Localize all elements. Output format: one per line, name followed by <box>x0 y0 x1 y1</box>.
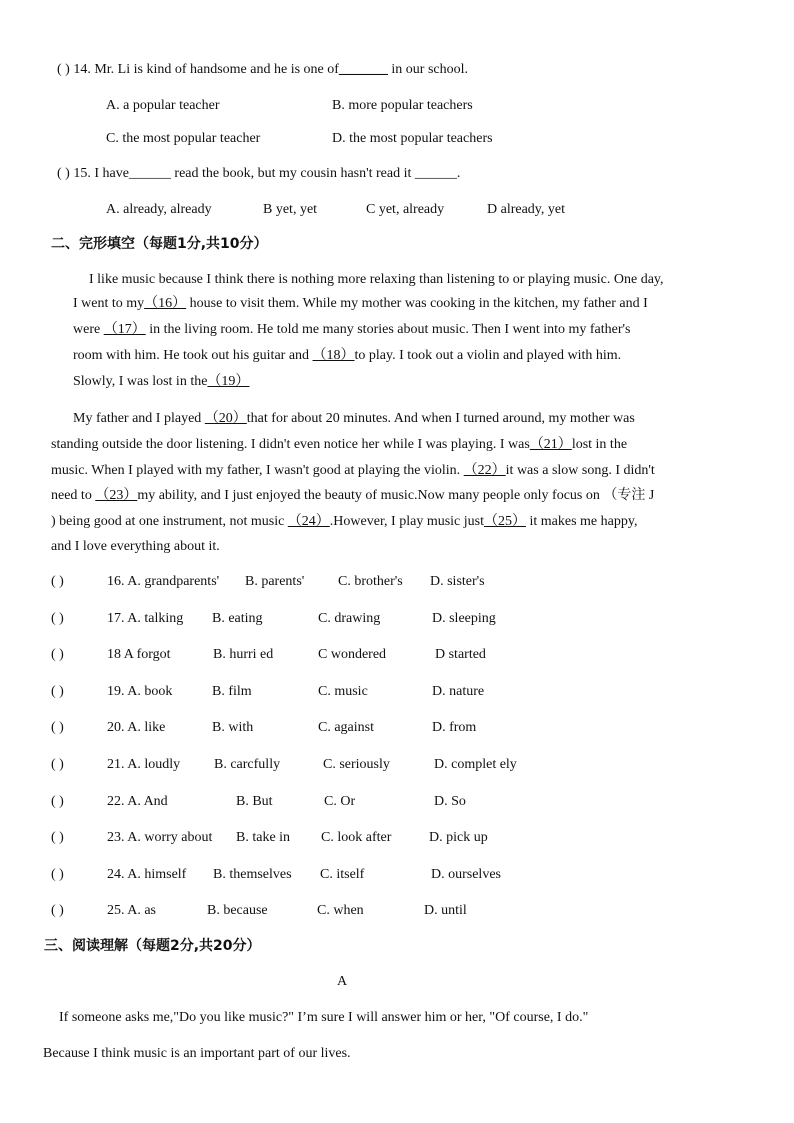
q15-option-d: D already, yet <box>487 202 565 217</box>
question-option-c: C. when <box>317 903 364 918</box>
question-option-d: D. ourselves <box>431 867 501 882</box>
answer-paren[interactable]: ( ) <box>51 647 64 662</box>
answer-paren[interactable]: ( ) <box>51 757 64 772</box>
answer-paren[interactable]: ( ) <box>51 867 64 882</box>
question-option-a: 22. A. And <box>107 794 168 809</box>
question-option-d: D. So <box>434 794 466 809</box>
q14-option-b: B. more popular teachers <box>332 98 473 113</box>
reading-line-1: If someone asks me,"Do you like music?" I’m sure I will answer him or her, "Of course, I do." <box>59 1010 589 1025</box>
question-option-a: 19. A. book <box>107 684 173 699</box>
q15-option-c: C yet, already <box>366 202 445 217</box>
passage1-line-2: I went to my（16） house to visit them. While my mother was cooking in the kitchen, my father and I <box>73 296 648 311</box>
q14-stem-end: in our school. <box>387 62 469 77</box>
q15-stem: 15. I have______ read the book, but my cousin hasn't read it ______. <box>73 166 461 181</box>
question-option-b: B. take in <box>236 830 291 845</box>
question-option-d: D. nature <box>432 684 485 699</box>
question-option-c: C. seriously <box>323 757 390 772</box>
answer-paren[interactable]: ( ) <box>51 574 64 589</box>
blank-23: （23） <box>95 488 138 503</box>
question-option-d: D. complet ely <box>434 757 517 772</box>
answer-paren[interactable]: ( ) <box>57 62 70 77</box>
answer-paren[interactable]: ( ) <box>51 720 64 735</box>
answer-paren[interactable]: ( ) <box>57 166 70 181</box>
q14-stem: 14. Mr. Li is kind of handsome and he is one of <box>73 62 339 77</box>
question-option-b: B. because <box>207 903 268 918</box>
passage1-line-5: Slowly, I was lost in the（19） <box>73 374 250 389</box>
blank-19: （19） <box>207 374 250 389</box>
blank-20: （20） <box>204 411 247 426</box>
reading-line-2: Because I think music is an important part of our lives. <box>43 1046 351 1061</box>
q15-option-a: A. already, already <box>106 202 212 217</box>
question-option-b: B. But <box>236 794 273 809</box>
question-option-c: C. drawing <box>318 611 381 626</box>
question-option-d: D. pick up <box>429 830 488 845</box>
question-option-d: D started <box>435 647 486 662</box>
question-option-b: B. themselves <box>213 867 292 882</box>
question-option-c: C wondered <box>318 647 387 662</box>
question-option-b: B. with <box>212 720 254 735</box>
question-option-b: B. eating <box>212 611 263 626</box>
answer-paren[interactable]: ( ) <box>51 830 64 845</box>
blank-21: （21） <box>529 437 572 452</box>
question-option-a: 17. A. talking <box>107 611 184 626</box>
section2-title: 二、完形填空（每题1分,共10分） <box>51 236 268 252</box>
question-option-c: C. music <box>318 684 368 699</box>
question-option-d: D. sister's <box>430 574 485 589</box>
answer-paren[interactable]: ( ) <box>51 794 64 809</box>
question-option-c: C. brother's <box>338 574 403 589</box>
passage1-line-3: were （17） in the living room. He told me many stories about music. Then I went into my father's <box>73 322 631 337</box>
passage1-line-4: room with him. He took out his guitar and （18）to play. I took out a violin and played with him. <box>73 348 622 363</box>
blank-18: （18） <box>312 348 355 363</box>
q14-blank: _______ <box>338 62 388 77</box>
question-option-a: 16. A. grandparents' <box>107 574 220 589</box>
q14-stem-line <box>57 61 468 79</box>
q14-option-a: A. a popular teacher <box>106 98 220 113</box>
question-option-c: C. Or <box>324 794 356 809</box>
question-option-d: D. from <box>432 720 477 735</box>
blank-16: （16） <box>144 296 187 311</box>
question-option-b: B. parents' <box>245 574 305 589</box>
question-option-a: 25. A. as <box>107 903 156 918</box>
blank-24: （24） <box>287 514 330 529</box>
reading-passage-label: A <box>337 974 348 989</box>
question-option-c: C. itself <box>320 867 365 882</box>
section3-title: 三、阅读理解（每题2分,共20分） <box>44 938 261 954</box>
question-option-a: 24. A. himself <box>107 867 187 882</box>
q15-stem-line <box>57 165 460 183</box>
question-option-a: 23. A. worry about <box>107 830 213 845</box>
question-option-c: C. against <box>318 720 374 735</box>
passage2-line-2: standing outside the door listening. I didn't even notice her while I was playing. I was（21）lost in the <box>51 437 628 452</box>
passage2-line-3: music. When I played with my father, I wasn't good at playing the violin. （22）it was a slow song. I didn't <box>51 463 655 478</box>
passage2-line-1: My father and I played （20）that for about 20 minutes. And when I turned around, my mother was <box>73 411 635 426</box>
question-option-b: B. carcfully <box>214 757 281 772</box>
blank-22: （22） <box>463 463 506 478</box>
question-option-a: 20. A. like <box>107 720 166 735</box>
passage2-line-6: and I love everything about it. <box>51 539 220 554</box>
answer-paren[interactable]: ( ) <box>51 611 64 626</box>
q14-option-c: C. the most popular teacher <box>106 131 261 146</box>
question-option-c: C. look after <box>321 830 392 845</box>
question-option-a: 21. A. loudly <box>107 757 181 772</box>
blank-17: （17） <box>103 322 146 337</box>
question-option-b: B. hurri ed <box>213 647 274 662</box>
question-option-a: 18 A forgot <box>107 647 171 662</box>
passage2-line-5: ) being good at one instrument, not music （24）.However, I play music just（25） it makes me happy, <box>51 514 638 529</box>
passage2-line-4: need to （23）my ability, and I just enjoyed the beauty of music.Now many people only focus on （专注 J <box>51 488 655 503</box>
q14-option-d: D. the most popular teachers <box>332 131 493 146</box>
q15-option-b: B yet, yet <box>263 202 318 217</box>
question-option-d: D. sleeping <box>432 611 496 626</box>
passage1-line-1: I like music because I think there is nothing more relaxing than listening to or playing music. One day, <box>89 272 664 287</box>
blank-25: （25） <box>483 514 526 529</box>
question-option-b: B. film <box>212 684 252 699</box>
answer-paren[interactable]: ( ) <box>51 903 64 918</box>
question-option-d: D. until <box>424 903 467 918</box>
answer-paren[interactable]: ( ) <box>51 684 64 699</box>
